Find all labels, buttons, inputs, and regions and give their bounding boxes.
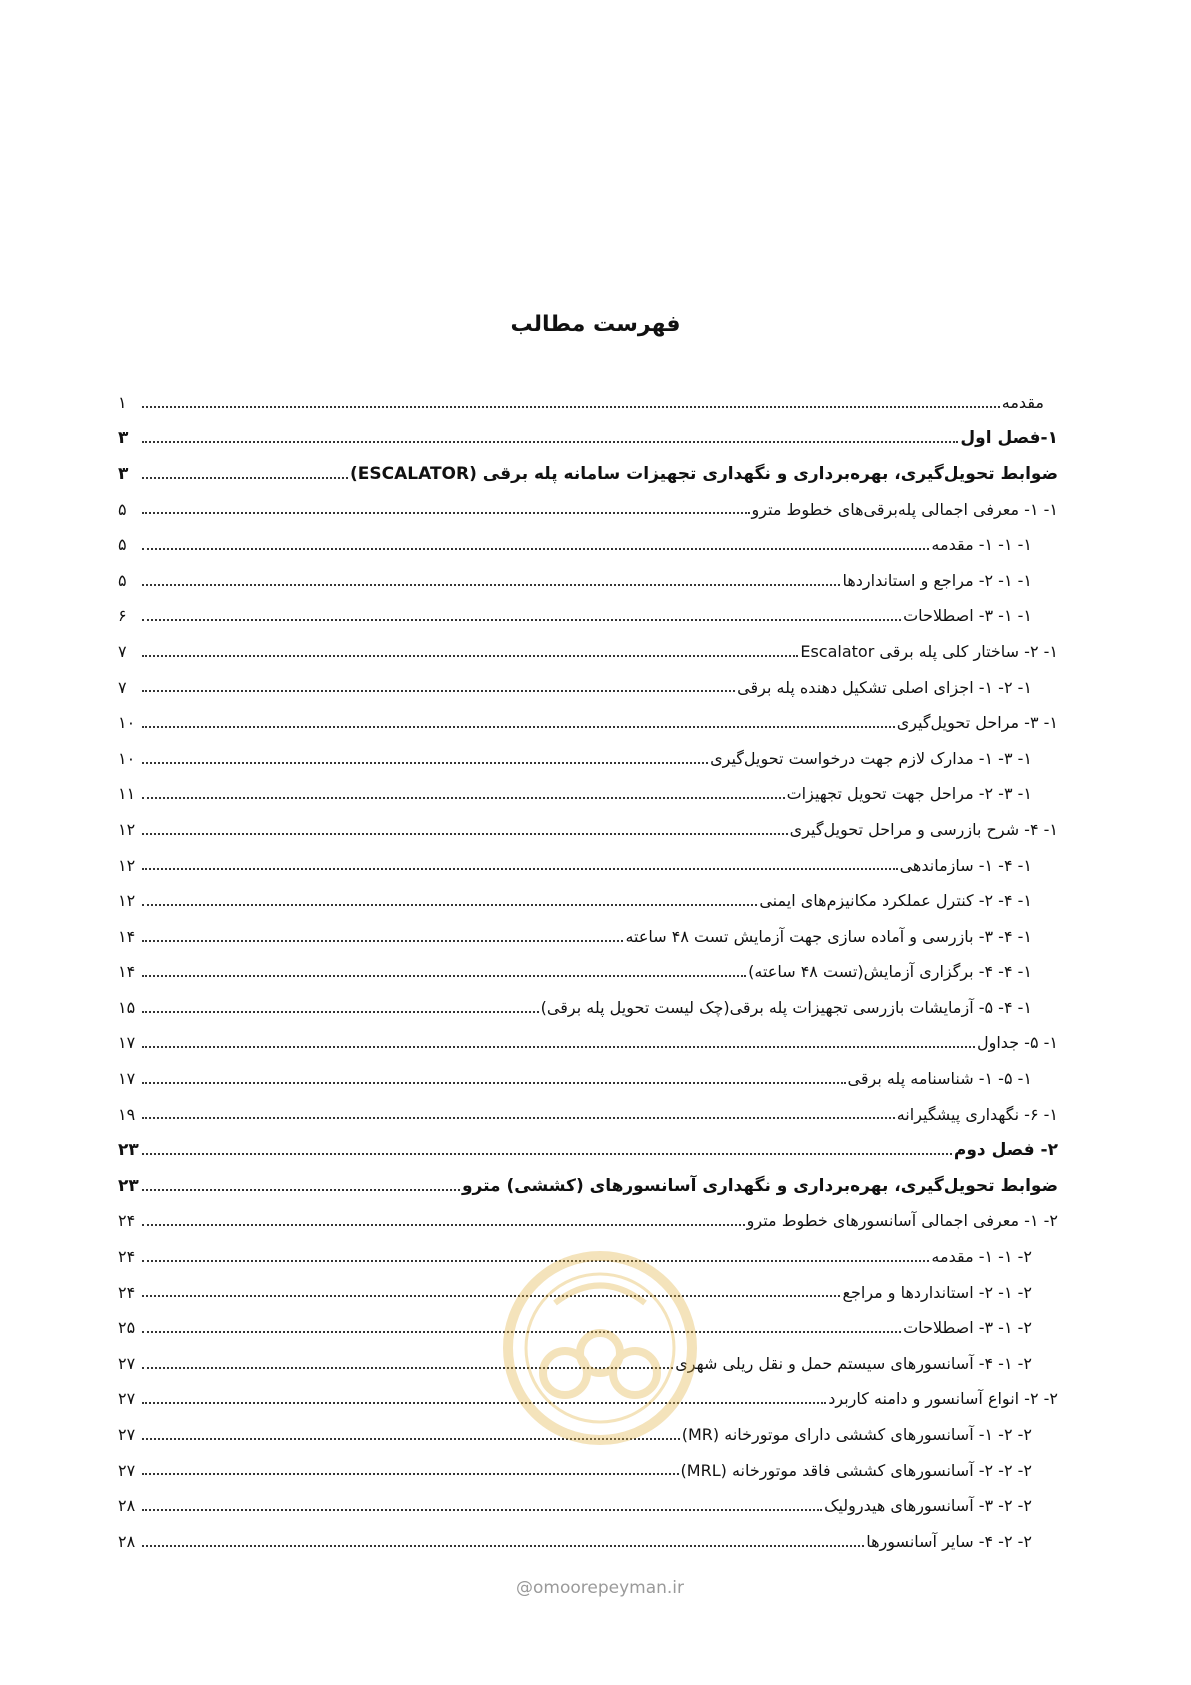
toc-entry[interactable]: [118, 1197, 1058, 1233]
toc-leader-dots: [142, 1117, 895, 1119]
toc-entry-text: ۱- ۲- ساختار کلی پله برقی Escalator: [800, 641, 1058, 661]
toc-title: فهرست مطالب: [510, 312, 681, 337]
toc-page-number: ۲۵: [118, 1318, 136, 1338]
toc-entry[interactable]: [118, 1019, 1058, 1055]
toc-entry-text: ۱- ۴- ۲- کنترل عملکرد مکانیزم‌های ایمنی: [759, 891, 1032, 911]
toc-leader-dots: [142, 1224, 745, 1226]
toc-leader-dots: [142, 726, 895, 728]
toc-page-number: ۱۷: [118, 1069, 136, 1089]
toc-page-number: ۱۲: [118, 819, 136, 839]
toc-entry-text: ۱- ۶- نگهداری پیشگیرانه: [896, 1104, 1058, 1124]
toc-leader-dots: [142, 1011, 539, 1013]
toc-leader-dots: [142, 512, 750, 514]
watermark-text: @omoorepeyman.ir: [515, 1578, 685, 1598]
toc-page-number: ۲۴: [118, 1247, 136, 1267]
toc-entry[interactable]: [118, 556, 1058, 592]
toc-leader-dots: [142, 619, 901, 621]
toc-entry[interactable]: [118, 1054, 1058, 1090]
toc-entry-text: ۱- ۲- ۱- اجزای اصلی تشکیل دهنده پله برقی: [737, 677, 1032, 697]
toc-entry[interactable]: [118, 770, 1058, 806]
toc-page-number: ۱۵: [118, 997, 136, 1017]
toc-leader-dots: [142, 1153, 952, 1155]
toc-entry[interactable]: [118, 1125, 1058, 1161]
toc-page-number: ۲۷: [118, 1425, 136, 1445]
toc-entry[interactable]: [118, 1090, 1058, 1126]
toc-entry-text: ۱- ۳- ۲- مراحل جهت تحویل تجهیزات: [786, 784, 1032, 804]
toc-entry-text: ۱- ۴- شرح بازرسی و مراحل تحویل‌گیری: [789, 819, 1058, 839]
toc-page-number: ۲۴: [118, 1211, 136, 1231]
toc-entry-text: ۱- ۳- مراحل تحویل‌گیری: [896, 713, 1058, 733]
toc-entry[interactable]: [118, 983, 1058, 1019]
toc-entry[interactable]: [118, 734, 1058, 770]
toc-entry[interactable]: [118, 414, 1058, 450]
toc-entry[interactable]: [118, 912, 1058, 948]
toc-page-number: ۲۸: [118, 1531, 136, 1551]
toc-entry-text: ۱-فصل اول: [960, 428, 1058, 449]
toc-leader-dots: [142, 584, 840, 586]
toc-entry[interactable]: [118, 663, 1058, 699]
toc-entry-text: ۲- فصل دوم: [953, 1139, 1058, 1160]
toc-leader-dots: [142, 548, 929, 550]
toc-leader-dots: [142, 762, 708, 764]
toc-page-number: ۲۳: [118, 1139, 139, 1160]
toc-entry-text: مقدمه: [1001, 392, 1044, 412]
toc-leader-dots: [142, 940, 623, 942]
toc-entry[interactable]: [118, 1161, 1058, 1197]
toc-entry[interactable]: [118, 627, 1058, 663]
toc-page-number: ۱۲: [118, 855, 136, 875]
toc-entry[interactable]: [118, 1517, 1058, 1553]
toc-leader-dots: [142, 797, 785, 799]
toc-entry[interactable]: [118, 592, 1058, 628]
toc-page-number: ۶: [118, 606, 127, 626]
toc-leader-dots: [142, 1545, 864, 1547]
toc-page-number: ۲۷: [118, 1389, 136, 1409]
toc-entry[interactable]: [118, 378, 1058, 414]
toc-entry-text: ۱- ۴- ۱- سازماندهی: [899, 855, 1032, 875]
toc-entry[interactable]: [118, 805, 1058, 841]
seal-watermark-icon: [500, 1248, 700, 1448]
toc-leader-dots: [142, 1473, 679, 1475]
toc-page-number: ۵: [118, 570, 127, 590]
toc-entry-text: ۱- ۴- ۴- برگزاری آزمایش(تست ۴۸ ساعته): [748, 962, 1032, 982]
toc-entry-text: ۲- ۱- ۱- مقدمه: [931, 1247, 1032, 1267]
toc-entry[interactable]: [118, 520, 1058, 556]
toc-leader-dots: [142, 1295, 840, 1297]
toc-leader-dots: [142, 477, 348, 479]
toc-page-number: ۳: [118, 428, 129, 449]
toc-entry-text: ضوابط تحویل‌گیری، بهره‌برداری و نگهداری تجهیزات سامانه پله برقی (ESCALATOR): [350, 463, 1058, 484]
toc-entry-text: ۲- ۲- انواع آسانسور و دامنه کاربرد: [828, 1389, 1058, 1409]
toc-page-number: ۲۳: [118, 1175, 139, 1196]
toc-entry-text: ۱- ۵- جداول: [977, 1033, 1058, 1053]
toc-page-number: ۷: [118, 641, 127, 661]
toc-page-number: ۱: [118, 392, 127, 412]
toc-page-number: ۱۷: [118, 1033, 136, 1053]
toc-leader-dots: [142, 833, 788, 835]
toc-page-number: ۳: [118, 463, 129, 484]
toc-leader-dots: [142, 975, 746, 977]
toc-entry[interactable]: [118, 449, 1058, 485]
toc-page-number: ۱۱: [118, 784, 136, 804]
toc-entry-text: ۱- ۴- ۵- آزمایشات بازرسی تجهیزات پله برقی(چک لیست تحویل پله برقی): [540, 997, 1032, 1017]
toc-page-number: ۷: [118, 677, 127, 697]
toc-entry-text: ۲- ۲- ۱- آسانسورهای کششی دارای موتورخانه (MR): [681, 1425, 1032, 1445]
toc-leader-dots: [142, 441, 958, 443]
toc-entry-text: ۱- ۱- ۱- مقدمه: [931, 535, 1032, 555]
toc-page-number: ۱۴: [118, 962, 136, 982]
toc-entry-text: ۱- ۳- ۱- مدارک لازم جهت درخواست تحویل‌گیری: [710, 748, 1032, 768]
toc-entry-text: ۲- ۲- ۲- آسانسورهای کششی فاقد موتورخانه (MRL): [680, 1460, 1032, 1480]
toc-entry-text: ۲- ۲- ۴- سایر آسانسورها: [866, 1531, 1032, 1551]
toc-entry-text: ۱- ۱- ۲- مراجع و استانداردها: [842, 570, 1032, 590]
toc-page-number: ۵: [118, 499, 127, 519]
toc-entry[interactable]: [118, 485, 1058, 521]
toc-entry[interactable]: [118, 841, 1058, 877]
toc-leader-dots: [142, 1402, 826, 1404]
toc-leader-dots: [142, 1082, 846, 1084]
toc-page-number: ۱۹: [118, 1104, 136, 1124]
toc-page-number: ۲۸: [118, 1496, 136, 1516]
toc-page-number: ۱۲: [118, 891, 136, 911]
toc-leader-dots: [142, 904, 757, 906]
toc-page-number: ۱۰: [118, 748, 136, 768]
toc-entry-text: ۲- ۱- ۳- اصطلاحات: [903, 1318, 1032, 1338]
toc-leader-dots: [142, 1046, 975, 1048]
toc-page-number: ۱۰: [118, 713, 136, 733]
toc-entry-text: ۲- ۱- معرفی اجمالی آسانسورهای خطوط مترو: [746, 1211, 1058, 1231]
toc-page-number: ۲۷: [118, 1460, 136, 1480]
toc-entry-text: ۲- ۱- ۴- آسانسورهای سیستم حمل و نقل ریلی شهری: [675, 1353, 1032, 1373]
toc-page-number: ۱۴: [118, 926, 136, 946]
toc-leader-dots: [142, 690, 735, 692]
toc-page-number: ۲۴: [118, 1282, 136, 1302]
toc-entry-text: ضوابط تحویل‌گیری، بهره‌برداری و نگهداری آسانسورهای (کششی) مترو: [461, 1175, 1058, 1196]
toc-entry[interactable]: [118, 1446, 1058, 1482]
toc-entry[interactable]: [118, 1481, 1058, 1517]
toc-page-number: ۲۷: [118, 1353, 136, 1373]
toc-leader-dots: [142, 1189, 460, 1191]
toc-entry-text: ۱- ۱- ۳- اصطلاحات: [903, 606, 1032, 626]
toc-leader-dots: [142, 406, 1000, 408]
toc-entry[interactable]: [118, 698, 1058, 734]
toc-leader-dots: [142, 868, 898, 870]
toc-entry-text: ۱- ۵- ۱- شناسنامه پله برقی: [847, 1069, 1032, 1089]
toc-page-number: ۵: [118, 535, 127, 555]
toc-entry-text: ۲- ۲- ۳- آسانسورهای هیدرولیک: [824, 1496, 1032, 1516]
toc-entry-text: ۱- ۴- ۳- بازرسی و آماده سازی جهت آزمایش تست ۴۸ ساعته: [625, 926, 1032, 946]
toc-leader-dots: [142, 655, 798, 657]
toc-entry[interactable]: [118, 948, 1058, 984]
toc-entry-text: ۱- ۱- معرفی اجمالی پله‌برقی‌های خطوط مترو: [751, 499, 1058, 519]
toc-leader-dots: [142, 1509, 822, 1511]
toc-entry-text: ۲- ۱- ۲- استانداردها و مراجع: [842, 1282, 1032, 1302]
toc-entry[interactable]: [118, 876, 1058, 912]
